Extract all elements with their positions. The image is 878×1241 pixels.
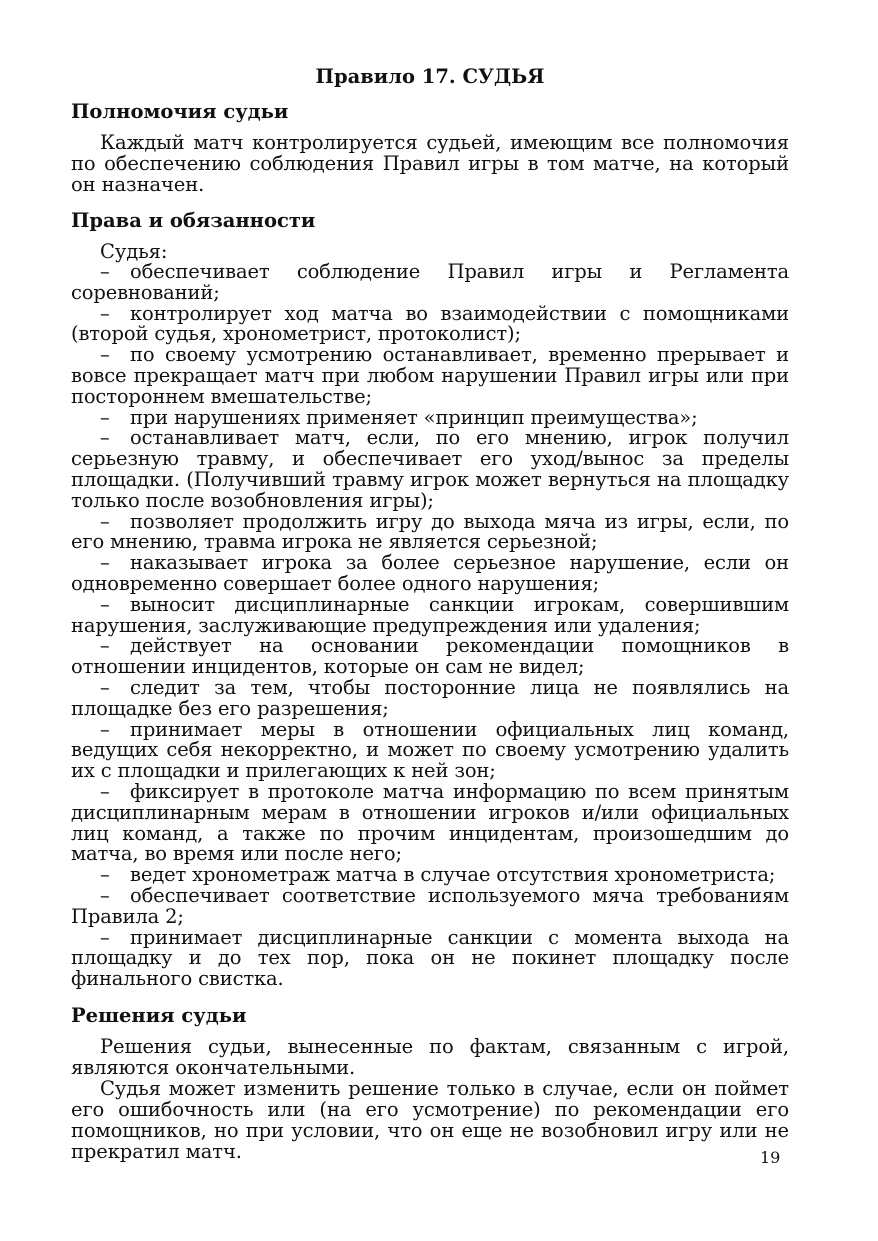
list-item [71, 428, 789, 511]
list-dash: – [100, 717, 110, 741]
list-dash: – [100, 551, 110, 575]
list-item-text: позволяет продолжить игру до выхода мяча из игры, если, по его мнению, травма игрока не является серьезной; [71, 509, 789, 554]
list-item-text: контролирует ход матча во взаимодействии с помощниками (второй судья, хронометрист, протоколист); [71, 301, 789, 346]
list-item [71, 592, 789, 637]
list-item-text: наказывает игрока за более серьезное нарушение, если он одновременно совершает более одного нарушения; [71, 551, 789, 595]
list-dash: – [100, 634, 110, 658]
list-dash: – [100, 343, 110, 367]
list-item [71, 636, 789, 678]
rights-list [71, 262, 789, 990]
page-title: Правило 17. СУДЬЯ [315, 65, 545, 88]
list-item [71, 509, 789, 554]
list-item-text: принимает дисциплинарные санкции с момента выхода на площадку и до тех пор, пока он не покинет площадку после финального свистка. [71, 925, 789, 991]
section-powers [71, 98, 789, 195]
list-item [71, 345, 789, 407]
list-dash: – [100, 592, 110, 616]
list-item-text: останавливает матч, если, по его мнению, игрок получил серьезную травму, и обеспечивает его уход/вынос за пределы площадки. (Получивший травму игрок может вернуться на площадку только после возобновления игры); [71, 426, 789, 512]
paragraph-powers: Каждый матч контролируется судьей, имеющим все полномочия по обеспечению соблюдения Правил игры в том матче, на который он назначен. [71, 131, 789, 196]
paragraph-decisions-1: Решения судьи, вынесенные по фактам, связанным с игрой, являются окончательными. [71, 1034, 789, 1079]
rights-intro: Судья: [100, 240, 168, 263]
list-item-text: принимает меры в отношении официальных лиц команд, ведущих себя некорректно, и может по своему усмотрению удалить их с площадки и прилегающих к ней зон; [71, 717, 789, 783]
section-heading-rights: Права и обязанности [71, 209, 316, 232]
list-item-text: обеспечивает соответствие используемого мяча требованиям Правила 2; [71, 883, 789, 928]
list-item-text: ведет хронометраж матча в случае отсутствия хронометриста; [130, 863, 776, 887]
list-item [71, 883, 789, 928]
list-item-text: фиксирует в протоколе матча информацию по всем принятым дисциплинарным мерам в отношении игроков и/или официальных лиц команд, а также по прочим инцидентам, произошедшим до матча, во время или после него; [71, 779, 789, 866]
list-dash: – [100, 405, 110, 429]
document-page [71, 62, 789, 1174]
list-dash: – [100, 675, 110, 699]
section-rights [71, 207, 789, 990]
list-item [71, 262, 789, 304]
list-dash: – [100, 301, 110, 325]
list-item [71, 301, 789, 346]
page-number: 19 [760, 1148, 781, 1167]
list-item [71, 405, 789, 429]
list-item-text: при нарушениях применяет «принцип преимущества»; [130, 405, 698, 429]
list-item-text: обеспечивает соблюдение Правил игры и Регламента соревнований; [71, 260, 789, 304]
list-dash: – [100, 883, 110, 907]
list-item [71, 553, 789, 595]
section-heading-powers: Полномочия судьи [71, 100, 289, 123]
list-dash: – [100, 863, 110, 887]
list-item [71, 717, 789, 783]
list-dash: – [100, 925, 110, 949]
list-dash: – [100, 426, 110, 450]
list-item-text: действует на основании рекомендации помощников в отношении инцидентов, которые он сам не видел; [71, 634, 789, 679]
list-dash: – [100, 509, 110, 533]
list-item [71, 675, 789, 720]
list-item-text: выносит дисциплинарные санкции игрокам, совершившим нарушения, заслуживающие предупреждения или удаления; [71, 592, 789, 637]
section-heading-decisions: Решения судьи [71, 1003, 247, 1027]
paragraph-decisions-2: Судья может изменить решение только в случае, если он поймет его ошибочность или (на его усмотрение) по рекомендации его помощников, но при условии, что он еще не возобновил игру или не прекратил матч. [71, 1076, 789, 1163]
section-decisions [71, 1002, 789, 1162]
list-item-text: следит за тем, чтобы посторонние лица не появлялись на площадке без его разрешения; [71, 675, 789, 720]
list-item [71, 925, 789, 991]
list-dash: – [100, 260, 110, 283]
list-dash: – [100, 779, 110, 803]
list-item [71, 865, 789, 886]
list-item-text: по своему усмотрению останавливает, временно прерывает и вовсе прекращает матч при любом нарушении Правил игры или при постороннем вмешательстве; [71, 343, 789, 408]
list-item [71, 779, 789, 866]
